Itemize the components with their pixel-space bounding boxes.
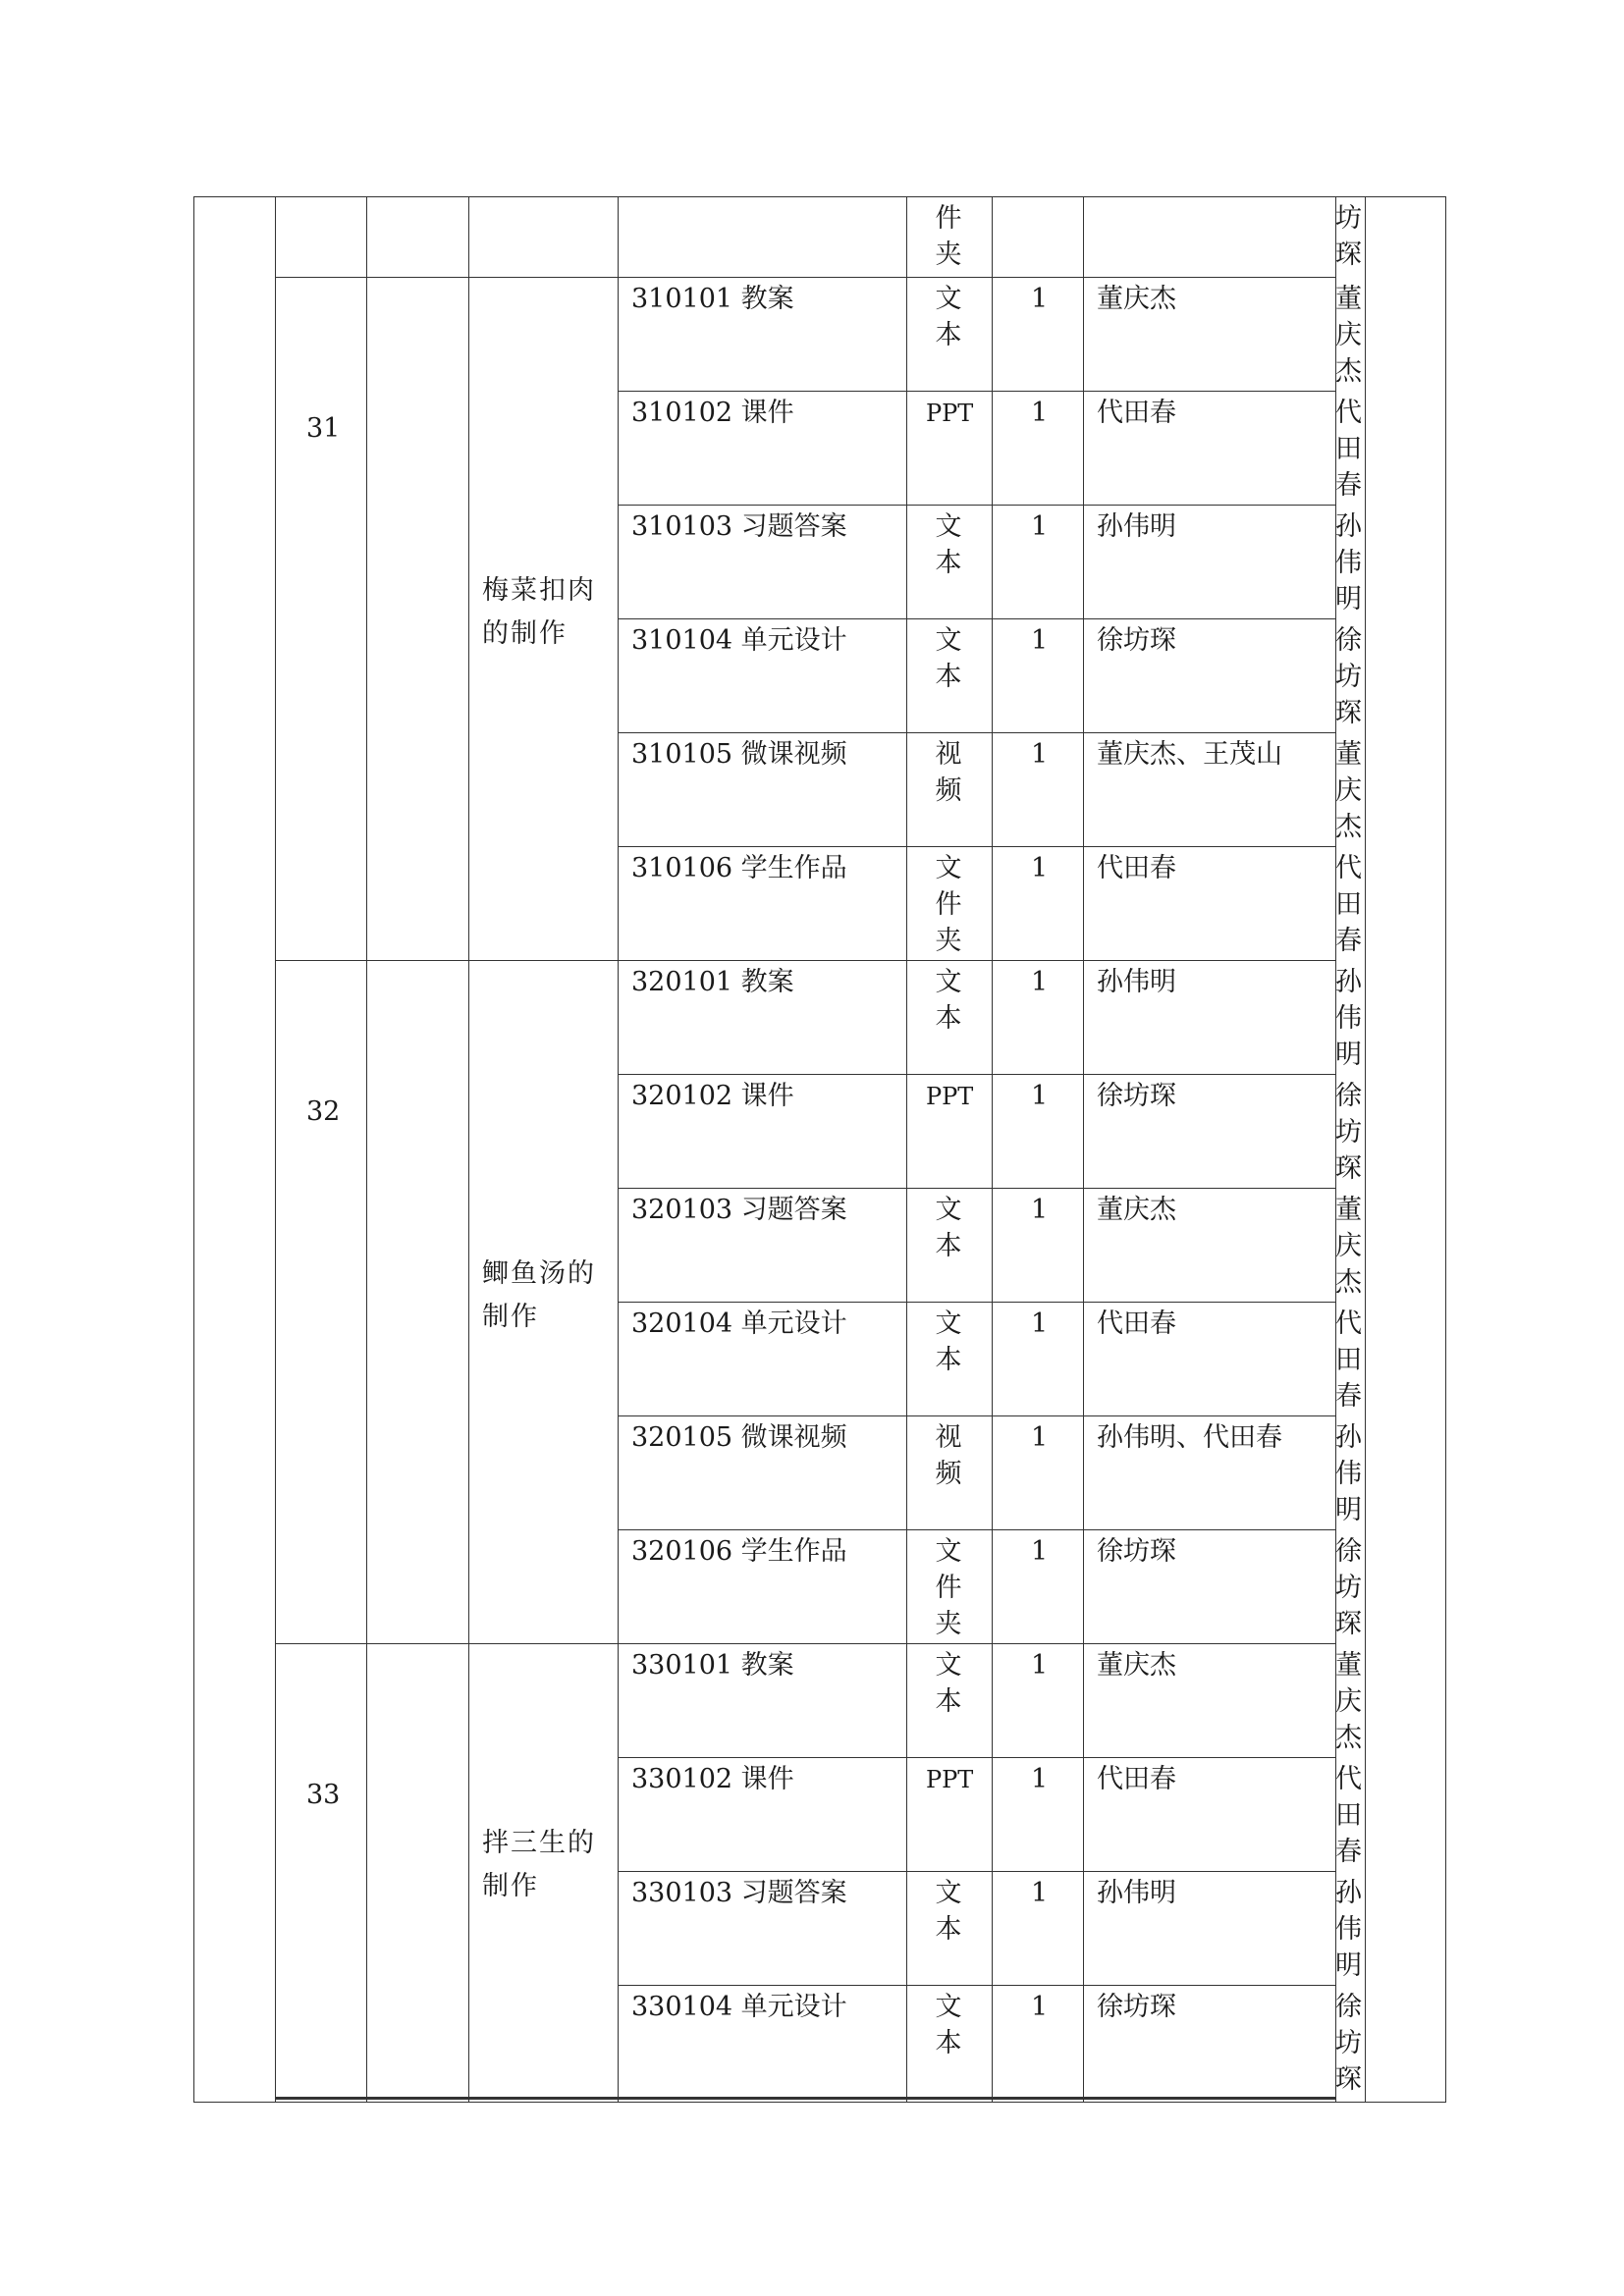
type-cell: 文 本: [935, 511, 962, 578]
item-name: 320102 课件: [631, 1081, 794, 1111]
type-cell: 文 本: [935, 1878, 962, 1945]
group-line: [275, 1643, 1335, 1644]
group-line: [275, 960, 1335, 961]
reviewer-cell: 代 田 春: [1335, 398, 1362, 501]
count-cell: 1: [1031, 511, 1049, 542]
reviewer-cell: 孙 伟 明: [1335, 967, 1362, 1070]
item-name: 320103 习题答案: [631, 1195, 847, 1225]
type-cell: 视 频: [935, 739, 962, 806]
author-cell: 徐坊琛: [1097, 625, 1176, 656]
row-line: [618, 391, 1335, 392]
reviewer-cell: 孙 伟 明: [1335, 1422, 1362, 1525]
author-cell: 孙伟明: [1097, 967, 1176, 997]
reviewer-cell: 孙 伟 明: [1335, 1878, 1362, 1981]
row-line: [618, 846, 1335, 847]
group-number: 31: [306, 413, 341, 444]
author-cell: 代田春: [1097, 1308, 1176, 1339]
author-cell: 徐坊琛: [1097, 1536, 1176, 1567]
type-cell: 文 本: [935, 1992, 962, 2058]
col-line: [366, 196, 367, 2103]
item-name: 310105 微课视频: [631, 739, 847, 770]
type-cell: PPT: [926, 400, 974, 427]
reviewer-cell: 徐 坊 琛: [1335, 1992, 1362, 2095]
count-cell: 1: [1031, 284, 1049, 314]
type-cell: 件 夹: [935, 203, 962, 270]
author-cell: 董庆杰: [1097, 1650, 1176, 1681]
item-name: 330102 课件: [631, 1764, 794, 1794]
author-cell: 代田春: [1097, 398, 1176, 428]
author-cell: 董庆杰、王茂山: [1097, 739, 1282, 770]
table-bottom-line: [275, 2097, 1336, 2100]
count-cell: 1: [1031, 1195, 1049, 1225]
type-cell: 文 件 夹: [935, 1536, 962, 1639]
reviewer-cell: 徐 坊 琛: [1335, 625, 1362, 728]
count-cell: 1: [1031, 1650, 1049, 1681]
count-cell: 1: [1031, 1536, 1049, 1567]
count-cell: 1: [1031, 1422, 1049, 1453]
row-line: [618, 1985, 1335, 1986]
author-cell: 孙伟明: [1097, 511, 1176, 542]
type-cell: 文 件 夹: [935, 853, 962, 956]
count-cell: 1: [1031, 1992, 1049, 2022]
reviewer-cell: 孙 伟 明: [1335, 511, 1362, 614]
count-cell: 1: [1031, 1081, 1049, 1111]
reviewer-cell: 徐 坊 琛: [1335, 1536, 1362, 1639]
row-line: [618, 618, 1335, 619]
author-cell: 代田春: [1097, 853, 1176, 883]
reviewer-cell: 董 庆 杰: [1335, 284, 1362, 387]
type-cell: 视 频: [935, 1422, 962, 1489]
row-line: [618, 1302, 1335, 1303]
reviewer-cell: 坊 琛: [1335, 203, 1362, 270]
author-cell: 董庆杰: [1097, 284, 1176, 314]
item-name: 320104 单元设计: [631, 1308, 847, 1339]
col-line: [275, 196, 276, 2103]
type-cell: 文 本: [935, 1195, 962, 1261]
item-name: 330104 单元设计: [631, 1992, 847, 2022]
group-title: 拌三生的 制作: [482, 1828, 596, 1901]
reviewer-cell: 董 庆 杰: [1335, 739, 1362, 842]
type-cell: 文 本: [935, 1650, 962, 1717]
item-name: 320101 教案: [631, 967, 794, 997]
group-title: 鲫鱼汤的 制作: [482, 1258, 596, 1332]
row-line: [618, 1415, 1335, 1416]
reviewer-cell: 董 庆 杰: [1335, 1650, 1362, 1753]
author-cell: 徐坊琛: [1097, 1081, 1176, 1111]
item-name: 330101 教案: [631, 1650, 794, 1681]
col-line: [906, 196, 907, 2103]
type-cell: 文 本: [935, 284, 962, 350]
count-cell: 1: [1031, 398, 1049, 428]
item-name: 330103 习题答案: [631, 1878, 847, 1908]
author-cell: 徐坊琛: [1097, 1992, 1176, 2022]
item-name: 320105 微课视频: [631, 1422, 847, 1453]
col-line: [468, 196, 469, 2103]
row-line: [618, 1871, 1335, 1872]
type-cell: 文 本: [935, 1308, 962, 1375]
count-cell: 1: [1031, 739, 1049, 770]
resource-table: [193, 196, 1446, 2103]
count-cell: 1: [1031, 1308, 1049, 1339]
reviewer-cell: 代 田 春: [1335, 1308, 1362, 1412]
item-name: 310102 课件: [631, 398, 794, 428]
row-line: [618, 1188, 1335, 1189]
item-name: 310104 单元设计: [631, 625, 847, 656]
group-number: 32: [306, 1096, 341, 1127]
row-line: [618, 505, 1335, 506]
group-number: 33: [306, 1780, 341, 1810]
row-line: [618, 732, 1335, 733]
type-cell: 文 本: [935, 967, 962, 1034]
author-cell: 孙伟明、代田春: [1097, 1422, 1282, 1453]
count-cell: 1: [1031, 1764, 1049, 1794]
reviewer-cell: 董 庆 杰: [1335, 1195, 1362, 1298]
item-name: 310101 教案: [631, 284, 794, 314]
count-cell: 1: [1031, 1878, 1049, 1908]
col-line: [1365, 196, 1366, 2103]
count-cell: 1: [1031, 853, 1049, 883]
row-line: [618, 1529, 1335, 1530]
author-cell: 董庆杰: [1097, 1195, 1176, 1225]
group-title: 梅菜扣肉 的制作: [482, 575, 596, 649]
item-name: 310103 习题答案: [631, 511, 847, 542]
author-cell: 孙伟明: [1097, 1878, 1176, 1908]
row-line: [618, 1757, 1335, 1758]
reviewer-cell: 代 田 春: [1335, 1764, 1362, 1867]
col-line: [992, 196, 993, 2103]
count-cell: 1: [1031, 625, 1049, 656]
reviewer-cell: 代 田 春: [1335, 853, 1362, 956]
row-line: [275, 277, 1335, 278]
item-name: 320106 学生作品: [631, 1536, 847, 1567]
type-cell: 文 本: [935, 625, 962, 692]
reviewer-cell: 徐 坊 琛: [1335, 1081, 1362, 1184]
col-line: [618, 196, 619, 2103]
count-cell: 1: [1031, 967, 1049, 997]
item-name: 310106 学生作品: [631, 853, 847, 883]
type-cell: PPT: [926, 1083, 974, 1110]
col-line: [1083, 196, 1084, 2103]
type-cell: PPT: [926, 1766, 974, 1793]
author-cell: 代田春: [1097, 1764, 1176, 1794]
row-line: [618, 1074, 1335, 1075]
